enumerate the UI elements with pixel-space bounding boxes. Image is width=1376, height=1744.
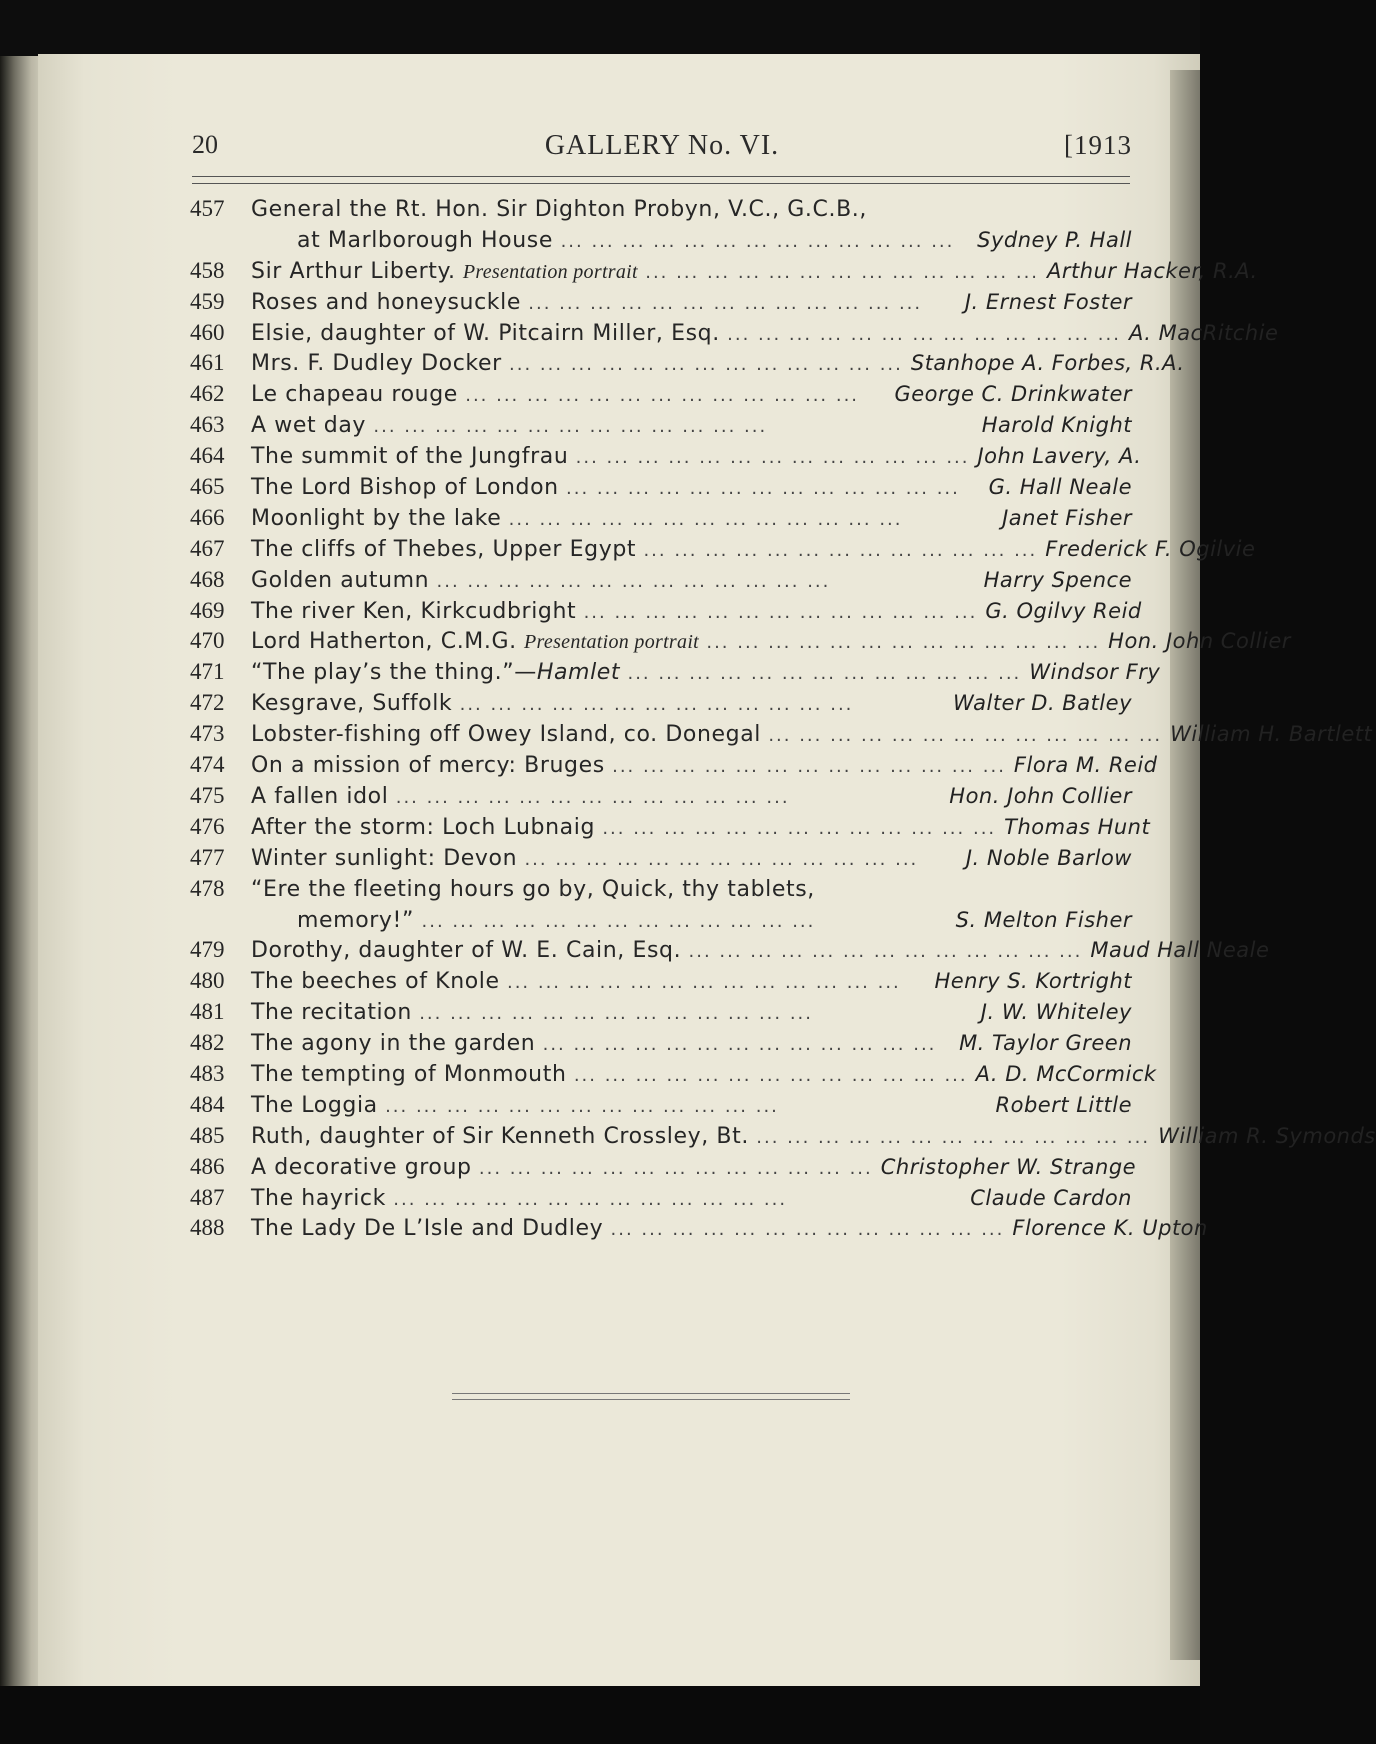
entry-number: 468 — [190, 566, 225, 592]
entry-title: Lord Hatherton, C.M.G. — [251, 629, 517, 655]
entry-title-line2: memory!” — [297, 907, 414, 933]
catalogue-entry — [190, 505, 1132, 536]
catalogue-entry — [190, 443, 1142, 474]
dot-leader: ... ... ... ... ... ... ... ... ... ... ... ... ... — [465, 385, 860, 407]
entry-artist: J. Ernest Foster — [964, 289, 1132, 314]
dot-leader: ... ... ... ... ... ... ... ... ... ... ... ... ... — [478, 1157, 873, 1179]
entry-title: Ruth, daughter of Sir Kenneth Crossley, Bt. — [251, 1123, 749, 1149]
catalogue-entry — [190, 381, 1132, 412]
entry-title: Roses and honeysuckle — [251, 289, 521, 315]
catalogue-entry — [190, 474, 1132, 505]
catalogue-entry — [190, 289, 1132, 320]
entry-artist: Harold Knight — [981, 413, 1132, 438]
entry-number: 478 — [190, 875, 225, 901]
entry-title: Elsie, daughter of W. Pitcairn Miller, Esq. — [251, 320, 720, 346]
entry-artist: Arthur Hacker, R.A. — [1047, 258, 1258, 283]
dot-leader: ... ... ... ... ... ... ... ... ... ... ... ... ... — [508, 508, 903, 530]
entry-number: 488 — [190, 1215, 225, 1241]
entry-number: 465 — [190, 474, 225, 500]
entry-artist: J. W. Whiteley — [980, 1000, 1132, 1025]
dot-leader: ... ... ... ... ... ... ... ... ... ... ... ... ... — [524, 848, 919, 870]
catalogue-entry — [190, 1185, 1132, 1216]
dot-leader: ... ... ... ... ... ... ... ... ... ... ... ... ... — [573, 1064, 968, 1086]
catalogue-entry — [190, 690, 1132, 721]
catalogue-entry — [190, 1215, 1208, 1246]
entry-number: 484 — [190, 1091, 225, 1117]
catalogue-entry — [190, 196, 1132, 258]
running-title: GALLERY No. VI. — [544, 130, 780, 161]
dot-leader: ... ... ... ... ... ... ... ... ... ... ... ... ... — [768, 725, 1163, 747]
header-rule — [192, 176, 1130, 184]
entry-title-line1: “Ere the fleeting hours go by, Quick, thy tablets, — [251, 876, 815, 902]
dot-leader: ... ... ... ... ... ... ... ... ... ... ... ... ... — [506, 972, 901, 994]
entry-title-line1: General the Rt. Hon. Sir Dighton Probyn, V.C., G.C.B., — [251, 197, 867, 222]
dot-leader: ... ... ... ... ... ... ... ... ... ... ... ... ... — [419, 1003, 813, 1025]
entry-artist: Hon. John Collier — [1108, 629, 1291, 654]
entry-title: The summit of the Jungfrau — [251, 444, 569, 470]
dot-leader: ... ... ... ... ... ... ... ... ... ... ... ... ... — [627, 663, 1022, 685]
catalogue-entry — [190, 1092, 1132, 1123]
dot-leader: ... ... ... ... ... ... ... ... ... ... ... ... ... — [509, 354, 903, 376]
entry-number: 459 — [190, 288, 225, 314]
entry-artist: G. Hall Neale — [988, 475, 1132, 500]
entry-title: Dorothy, daughter of W. E. Cain, Esq. — [251, 938, 682, 964]
page-header — [192, 130, 1132, 170]
page-edge — [1170, 70, 1200, 1660]
dot-leader: ... ... ... ... ... ... ... ... ... ... ... ... ... — [610, 1219, 1005, 1241]
entry-artist: Henry S. Kortright — [934, 969, 1132, 994]
dot-leader: ... ... ... ... ... ... ... ... ... ... ... ... ... — [645, 261, 1040, 283]
entry-title: Kesgrave, Suffolk — [251, 691, 453, 717]
entry-title: Sir Arthur Liberty. — [251, 258, 456, 284]
catalogue-entry — [190, 999, 1132, 1030]
catalogue-entry — [190, 876, 1132, 938]
catalogue-entry — [190, 350, 1185, 381]
dot-leader: ... ... ... ... ... ... ... ... ... ... ... ... ... — [560, 230, 955, 252]
entry-number: 460 — [190, 319, 225, 345]
dot-leader: ... ... ... ... ... ... ... ... ... ... ... ... ... — [459, 694, 854, 716]
entry-title: Le chapeau rouge — [251, 382, 458, 408]
dot-leader: ... ... ... ... ... ... ... ... ... ... ... ... ... — [528, 292, 923, 314]
entry-note: Presentation portrait — [524, 631, 700, 654]
entry-number: 483 — [190, 1060, 225, 1086]
entry-artist: M. Taylor Green — [959, 1031, 1132, 1056]
entry-number: 457 — [190, 196, 225, 221]
dot-leader: ... ... ... ... ... ... ... ... ... ... ... ... ... — [393, 1188, 788, 1210]
dot-leader: ... ... ... ... ... ... ... ... ... ... ... ... ... — [436, 570, 831, 592]
entry-title: The Lady De L’Isle and Dudley — [251, 1216, 604, 1242]
catalogue-entry — [190, 845, 1132, 876]
catalogue-entry — [190, 1060, 1157, 1092]
entry-title: The recitation — [251, 1000, 412, 1026]
entry-title: Mrs. F. Dudley Docker — [251, 351, 502, 377]
entry-note: Presentation portrait — [462, 260, 638, 283]
entry-number: 481 — [190, 999, 225, 1025]
dot-leader: ... ... ... ... ... ... ... ... ... ... ... ... ... — [421, 910, 816, 932]
entry-number: 467 — [190, 535, 225, 561]
entry-artist: Harry Spence — [983, 567, 1132, 592]
entry-number: 486 — [190, 1153, 225, 1179]
entry-number: 476 — [190, 813, 225, 839]
entry-artist: Windsor Fry — [1029, 660, 1161, 685]
entry-artist: William H. Bartlett — [1170, 722, 1373, 747]
year-mark: [1913 — [1064, 130, 1132, 160]
page-number: 20 — [192, 130, 218, 159]
entry-artist: G. Ogilvy Reid — [985, 598, 1142, 623]
entry-artist: J. Noble Barlow — [965, 845, 1132, 870]
entry-title: The beeches of Knole — [251, 969, 500, 995]
catalogue-entry — [190, 1122, 1376, 1154]
dot-leader: ... ... ... ... ... ... ... ... ... ... ... ... ... — [706, 632, 1101, 654]
entry-title: Moonlight by the lake — [251, 505, 502, 531]
entry-artist: Janet Fisher — [1002, 505, 1132, 530]
entry-number: 485 — [190, 1122, 225, 1148]
dot-leader: ... ... ... ... ... ... ... ... ... ... ... ... ... — [385, 1095, 779, 1117]
entry-artist: John Lavery, A. — [977, 444, 1142, 469]
entry-title: A fallen idol — [251, 783, 389, 809]
catalogue-entry — [190, 567, 1132, 598]
entry-artist: Claude Cardon — [970, 1185, 1132, 1210]
dot-leader: ... ... ... ... ... ... ... ... ... ... ... ... ... — [602, 817, 997, 839]
catalogue-entry — [190, 412, 1132, 443]
entry-title: The Loggia — [251, 1092, 378, 1118]
dot-leader: ... ... ... ... ... ... ... ... ... ... ... ... ... — [756, 1126, 1151, 1148]
entry-title: Golden autumn — [251, 567, 430, 593]
entry-title: A decorative group — [251, 1154, 472, 1180]
dot-leader: ... ... ... ... ... ... ... ... ... ... ... ... ... — [373, 416, 768, 438]
catalogue-entry — [190, 783, 1132, 814]
catalogue-entry — [190, 752, 1158, 783]
scan-bottom-border — [0, 1686, 1200, 1744]
entry-number: 469 — [190, 597, 225, 623]
entry-title-line2: at Marlborough House — [297, 227, 553, 253]
catalogue-entry — [190, 597, 1142, 629]
end-rule — [452, 1393, 850, 1400]
entry-title: The river Ken, Kirkcudbright — [251, 598, 577, 624]
entry-artist: A. MacRitchie — [1128, 320, 1279, 345]
entry-title: The Lord Bishop of London — [251, 475, 559, 501]
catalogue-entry — [190, 535, 1256, 567]
catalogue-entry — [190, 1153, 1137, 1185]
catalogue-entry — [190, 628, 1291, 659]
entry-title: Lobster-fishing off Owey Island, co. Donegal — [251, 722, 762, 748]
entry-number: 475 — [190, 782, 225, 808]
catalogue-entry — [190, 659, 1161, 690]
entry-number: 473 — [190, 721, 225, 747]
dot-leader: ... ... ... ... ... ... ... ... ... ... ... ... ... — [542, 1034, 937, 1056]
entry-number: 479 — [190, 937, 225, 963]
entry-title-italic: Hamlet — [536, 660, 621, 686]
entry-number: 482 — [190, 1030, 225, 1056]
entry-title: “The play’s the thing.”— — [251, 660, 537, 686]
entry-number: 487 — [190, 1184, 225, 1210]
entry-number: 474 — [190, 752, 225, 778]
entry-title: The cliffs of Thebes, Upper Egypt — [251, 536, 637, 562]
entry-artist: Maud Hall Neale — [1090, 938, 1270, 963]
entry-artist: S. Melton Fisher — [955, 907, 1132, 932]
entry-title: The hayrick — [251, 1185, 386, 1211]
entry-artist: William R. Symonds — [1158, 1123, 1376, 1148]
catalogue-entry — [190, 937, 1270, 968]
entry-number: 471 — [190, 659, 225, 685]
entry-artist: Sydney P. Hall — [977, 227, 1132, 252]
entry-artist: Stanhope A. Forbes, R.A. — [910, 351, 1185, 376]
entry-number: 463 — [190, 412, 225, 438]
entry-number: 472 — [190, 690, 225, 716]
entry-artist: Thomas Hunt — [1004, 814, 1151, 839]
dot-leader: ... ... ... ... ... ... ... ... ... ... ... ... ... — [583, 601, 978, 623]
entry-title: A wet day — [251, 413, 367, 439]
entry-number: 461 — [190, 350, 225, 376]
dot-leader: ... ... ... ... ... ... ... ... ... ... ... ... ... — [395, 786, 790, 808]
catalogue-entry — [190, 319, 1279, 351]
entry-artist: Flora M. Reid — [1013, 753, 1158, 778]
entry-artist: Christopher W. Strange — [880, 1154, 1137, 1179]
entry-number: 464 — [190, 443, 225, 469]
catalogue-entry — [190, 813, 1151, 845]
dot-leader: ... ... ... ... ... ... ... ... ... ... ... ... ... — [643, 539, 1038, 561]
entry-title: After the storm: Loch Lubnaig — [251, 814, 596, 840]
entry-title: The agony in the garden — [251, 1031, 536, 1057]
entry-artist: Hon. John Collier — [949, 783, 1132, 808]
dot-leader: ... ... ... ... ... ... ... ... ... ... ... ... ... — [566, 478, 960, 500]
entry-number: 470 — [190, 628, 225, 654]
entry-number: 458 — [190, 257, 225, 283]
catalogue-entry — [190, 968, 1132, 999]
entry-artist: Walter D. Batley — [953, 691, 1132, 716]
entry-number: 480 — [190, 968, 225, 994]
dot-leader: ... ... ... ... ... ... ... ... ... ... ... ... ... — [727, 323, 1121, 345]
catalogue-entry — [190, 1030, 1132, 1061]
entry-number: 462 — [190, 381, 225, 407]
entry-number: 477 — [190, 844, 225, 870]
entry-title: The tempting of Monmouth — [251, 1061, 567, 1087]
catalogue-entry — [190, 721, 1373, 752]
catalogue-entry — [190, 257, 1258, 289]
entry-number: 466 — [190, 504, 225, 530]
catalogue-list — [190, 196, 1376, 1246]
entry-artist: Frederick F. Ogilvie — [1045, 536, 1256, 561]
entry-artist: Robert Little — [995, 1092, 1132, 1117]
entry-artist: A. D. McCormick — [975, 1061, 1157, 1086]
scan-top-border — [0, 0, 1200, 58]
dot-leader: ... ... ... ... ... ... ... ... ... ... ... ... ... — [688, 941, 1083, 963]
entry-artist: Florence K. Upton — [1012, 1216, 1208, 1241]
entry-artist: George C. Drinkwater — [894, 382, 1132, 407]
dot-leader: ... ... ... ... ... ... ... ... ... ... ... ... ... — [612, 756, 1006, 778]
entry-title: Winter sunlight: Devon — [251, 845, 518, 871]
dot-leader: ... ... ... ... ... ... ... ... ... ... ... ... ... — [575, 447, 970, 469]
entry-title: On a mission of mercy: Bruges — [251, 753, 605, 779]
